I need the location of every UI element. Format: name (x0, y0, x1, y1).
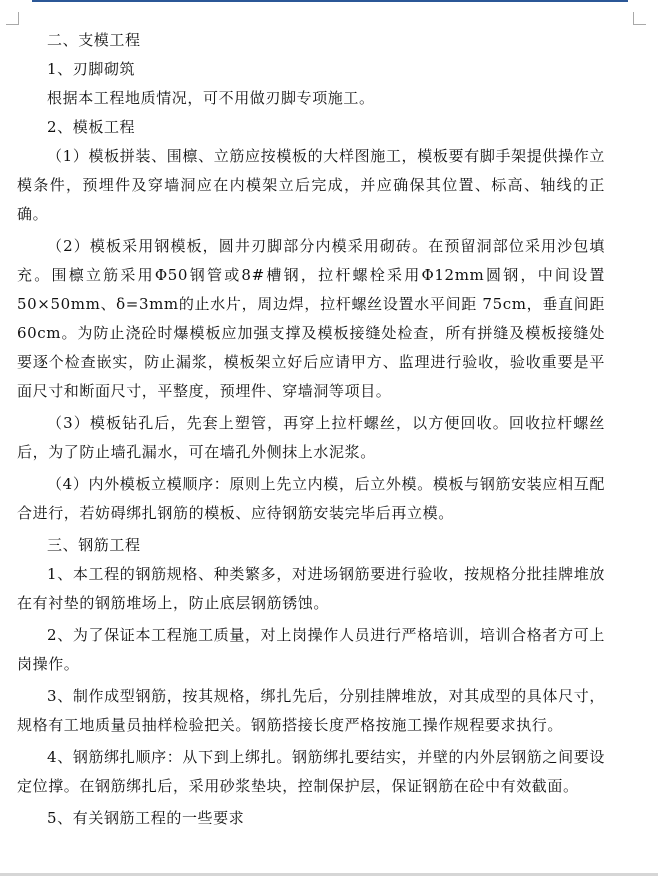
paragraph: （2）模板采用钢模板，圆井刃脚部分内模采用砌砖。在预留洞部位采用沙包填充。围檩立筋采用Φ50钢管或8#槽钢，拉杆螺栓采用Φ12mm圆钢，中间设置50×50mm、δ=3mm的止水片，周边焊，拉杆螺丝设置水平间距 75cm，垂直间距 60cm。为防止浇砼时爆模板应加强支撑及模板接缝处检查，所有拼缝及模板接缝处要逐个检查嵌实，防止漏浆，模板架立好后应请甲方、监理进行验收，验收重要是平面尺寸和断面尺寸，平整度，预埋件、穿墙洞等项目。 (17, 237, 605, 400)
margin-corner-top-left (6, 12, 19, 25)
page-top-border (32, 0, 628, 2)
paragraph: 5、有关钢筋工程的一些要求 (47, 809, 245, 827)
paragraph: 3、制作成型钢筋，按其规格，绑扎先后，分别挂牌堆放，对其成型的具体尺寸，规格有工地质量员抽样检验把关。钢筋搭接长度严格按施工操作规程要求执行。 (17, 687, 605, 734)
section-heading-rebar: 三、钢筋工程 (47, 536, 141, 554)
section-heading-formwork: 二、支模工程 (47, 31, 141, 49)
margin-corner-top-right (633, 12, 646, 25)
paragraph: 2、为了保证本工程施工质量，对上岗操作人员进行严格培训，培训合格者方可上岗操作。 (17, 626, 605, 673)
paragraph: （1）模板拼装、围檩、立筋应按模板的大样图施工，模板要有脚手架提供操作立模条件，预埋件及穿墙洞应在内模架立后完成，并应确保其位置、标高、轴线的正确。 (17, 147, 605, 223)
subheading-cutting-edge: 1、刃脚砌筑 (47, 60, 136, 78)
paragraph: （4）内外模板立模顺序：原则上先立内模，后立外模。模板与钢筋安装应相互配合进行，若妨碍绑扎钢筋的模板、应待钢筋安装完毕后再立模。 (17, 475, 605, 522)
subheading-formwork: 2、模板工程 (47, 118, 136, 136)
paragraph: （3）模板钻孔后，先套上塑管，再穿上拉杆螺丝，以方便回收。回收拉杆螺丝后，为了防止墙孔漏水，可在墙孔外侧抹上水泥浆。 (17, 414, 605, 461)
paragraph: 4、钢筋绑扎顺序：从下到上绑扎。钢筋绑扎要结实，并壁的内外层钢筋之间要设定位撑。在钢筋绑扎后，采用砂浆垫块，控制保护层，保证钢筋在砼中有效截面。 (17, 748, 605, 795)
document-body (17, 26, 605, 833)
paragraph: 1、本工程的钢筋规格、种类繁多，对进场钢筋要进行验收，按规格分批挂牌堆放在有衬垫的钢筋堆场上，防止底层钢筋锈蚀。 (17, 565, 605, 612)
paragraph: 根据本工程地质情况，可不用做刃脚专项施工。 (47, 89, 375, 107)
